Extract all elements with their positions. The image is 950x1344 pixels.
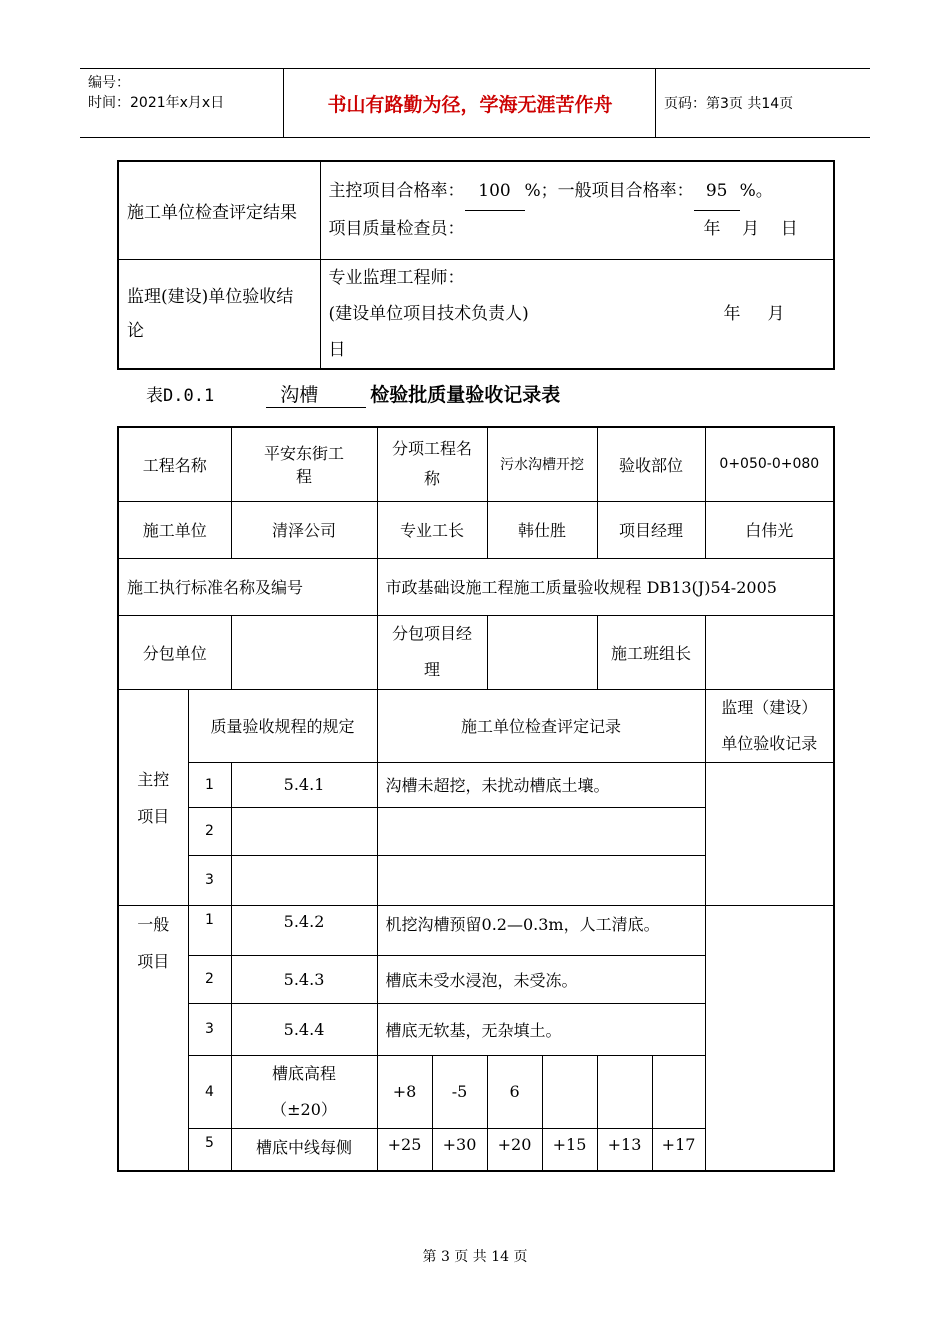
owner-label: (建设单位项目技术负责人): [328, 303, 529, 324]
item-no: 5: [188, 1128, 231, 1171]
item-spec: 槽底中线每侧: [231, 1128, 377, 1171]
record-header: 施工单位检查评定记录: [377, 689, 705, 762]
item-no: 3: [188, 1003, 231, 1055]
supervision-date: 年 月: [723, 303, 785, 324]
sub-project-label-line1: 分项工程名: [392, 439, 473, 459]
item-clause: [231, 807, 377, 855]
header-motto: 书山有路勤为径，学海无涯苦作舟: [327, 93, 613, 116]
item-no: 2: [188, 807, 231, 855]
time-label: 时间：2021年x月x日: [88, 95, 225, 111]
item-record: 槽底无软基，无杂填土。: [377, 1003, 705, 1055]
inspector-line: [329, 211, 834, 248]
item-clause: 5.4.2: [231, 905, 377, 955]
main-group-label-line1: 主控: [137, 769, 170, 789]
measure-value: +30: [432, 1128, 487, 1171]
item-clause: 5.4.4: [231, 1003, 377, 1055]
project-manager-value: 白伟光: [705, 501, 834, 558]
supervision-label-line2: 论: [127, 320, 144, 341]
supervision-header: [705, 689, 834, 762]
item-clause: [231, 855, 377, 905]
measure-value: +17: [652, 1128, 705, 1171]
foreman-value: 韩仕胜: [487, 501, 597, 558]
standard-label: 施工执行标准名称及编号: [118, 558, 377, 615]
item-no: 4: [188, 1055, 231, 1128]
supervision-header-line1: 监理（建设）: [721, 697, 818, 717]
measure-value: +20: [487, 1128, 542, 1171]
form-code: 表D.0.1: [146, 386, 215, 406]
pct-text-1: %；一般项目合格率：: [524, 180, 694, 201]
item-clause: 5.4.3: [231, 955, 377, 1003]
measure-value: 6: [487, 1055, 542, 1128]
sub-manager-label-line1: 分包项目经: [392, 624, 473, 643]
item-record: 机挖沟槽预留0.2—0.3m，人工清底。: [377, 905, 705, 955]
item-no: 3: [188, 855, 231, 905]
sub-manager-label: [377, 615, 487, 689]
project-manager-label: 项目经理: [597, 501, 705, 558]
form-title-suffix: 检验批质量验收记录表: [370, 384, 561, 406]
sub-project-value: 污水沟槽开挖: [487, 427, 597, 501]
page-footer: 第 3 页 共 14 页: [422, 1249, 528, 1265]
project-name-line1: 平安东街工: [264, 444, 345, 464]
pct-text-2: %。: [739, 180, 773, 201]
item-spec-line1: 槽底高程: [272, 1063, 337, 1083]
location-label: 验收部位: [597, 427, 705, 501]
inspection-record-table: [117, 426, 835, 1172]
project-name-value: [231, 427, 377, 501]
main-group-cell: [118, 689, 188, 905]
measure-value: +15: [542, 1128, 597, 1171]
supervision-conclusion-cell: [320, 259, 834, 369]
general-group-cell: [118, 905, 188, 1171]
subcontractor-value: [231, 615, 377, 689]
page-header: [80, 68, 870, 138]
header-divider: [655, 69, 656, 137]
general-rate-value: 95: [694, 173, 740, 211]
construction-result-cell: [320, 161, 834, 259]
team-leader-label: 施工班组长: [597, 615, 705, 689]
measure-value: +8: [377, 1055, 432, 1128]
number-label: 编号：: [88, 75, 130, 91]
main-group-spacer: [119, 690, 188, 761]
supervision-record-main: [705, 762, 834, 905]
item-spec-line2: （±20）: [271, 1099, 337, 1119]
inspection-result-table: [117, 160, 835, 370]
inspector-label: 项目质量检查员：: [328, 218, 465, 239]
sub-project-label: [377, 427, 487, 501]
item-no: 1: [188, 905, 231, 955]
general-group-label-line2: 项目: [137, 951, 170, 971]
item-spec: [231, 1055, 377, 1128]
project-name-line2: 程: [296, 467, 313, 487]
supervision-header-line2: 单位验收记录: [721, 733, 818, 753]
header-page-label: 页码：第3页 共14页: [664, 96, 794, 112]
subcontractor-label: 分包单位: [118, 615, 231, 689]
item-no: 2: [188, 955, 231, 1003]
sub-project-label-line2: 称: [424, 469, 441, 489]
item-record: [377, 807, 705, 855]
form-subject: 沟槽: [266, 380, 366, 408]
spec-header: 质量验收规程的规定: [188, 689, 377, 762]
location-value: 0+050-0+080: [705, 427, 834, 501]
main-rate-label: 主控项目合格率：: [328, 180, 465, 201]
measure-value: +13: [597, 1128, 652, 1171]
item-record: 槽底未受水浸泡，未受冻。: [377, 955, 705, 1003]
construction-result-label: 施工单位检查评定结果: [118, 161, 320, 259]
header-meta: [88, 73, 224, 113]
standard-value: 市政基础设施工程施工质量验收规程 DB13(J)54-2005: [377, 558, 834, 615]
sub-manager-value: [487, 615, 597, 689]
supervision-date-day: 日: [328, 339, 346, 360]
measure-value: +25: [377, 1128, 432, 1171]
inspector-date: 年 月 日: [703, 218, 798, 239]
pass-rate-line: [329, 173, 834, 211]
item-no: 1: [188, 762, 231, 807]
item-record: [377, 855, 705, 905]
main-group-label-line2: 项目: [137, 806, 170, 826]
supervision-record-general: [705, 905, 834, 1171]
general-group-label-line1: 一般: [137, 914, 170, 934]
table-row: [118, 905, 834, 955]
measure-value: [542, 1055, 597, 1128]
measure-value: -5: [432, 1055, 487, 1128]
sub-manager-label-line2: 理: [424, 660, 441, 679]
supervision-label-line1: 监理(建设)单位验收结: [127, 286, 294, 307]
table-row: [118, 762, 834, 807]
owner-line: [329, 296, 834, 332]
item-clause: 5.4.1: [231, 762, 377, 807]
team-leader-value: [705, 615, 834, 689]
form-title: [146, 380, 560, 408]
supervision-conclusion-label: [118, 259, 320, 369]
construction-unit-label: 施工单位: [118, 501, 231, 558]
project-name-label: 工程名称: [118, 427, 231, 501]
supervisor-label: 专业监理工程师：: [328, 267, 465, 288]
construction-unit-value: 清泽公司: [231, 501, 377, 558]
measure-value: [597, 1055, 652, 1128]
measure-value: [652, 1055, 705, 1128]
item-record: 沟槽未超挖，未扰动槽底土壤。: [377, 762, 705, 807]
main-rate-value: 100: [465, 173, 525, 211]
foreman-label: 专业工长: [377, 501, 487, 558]
